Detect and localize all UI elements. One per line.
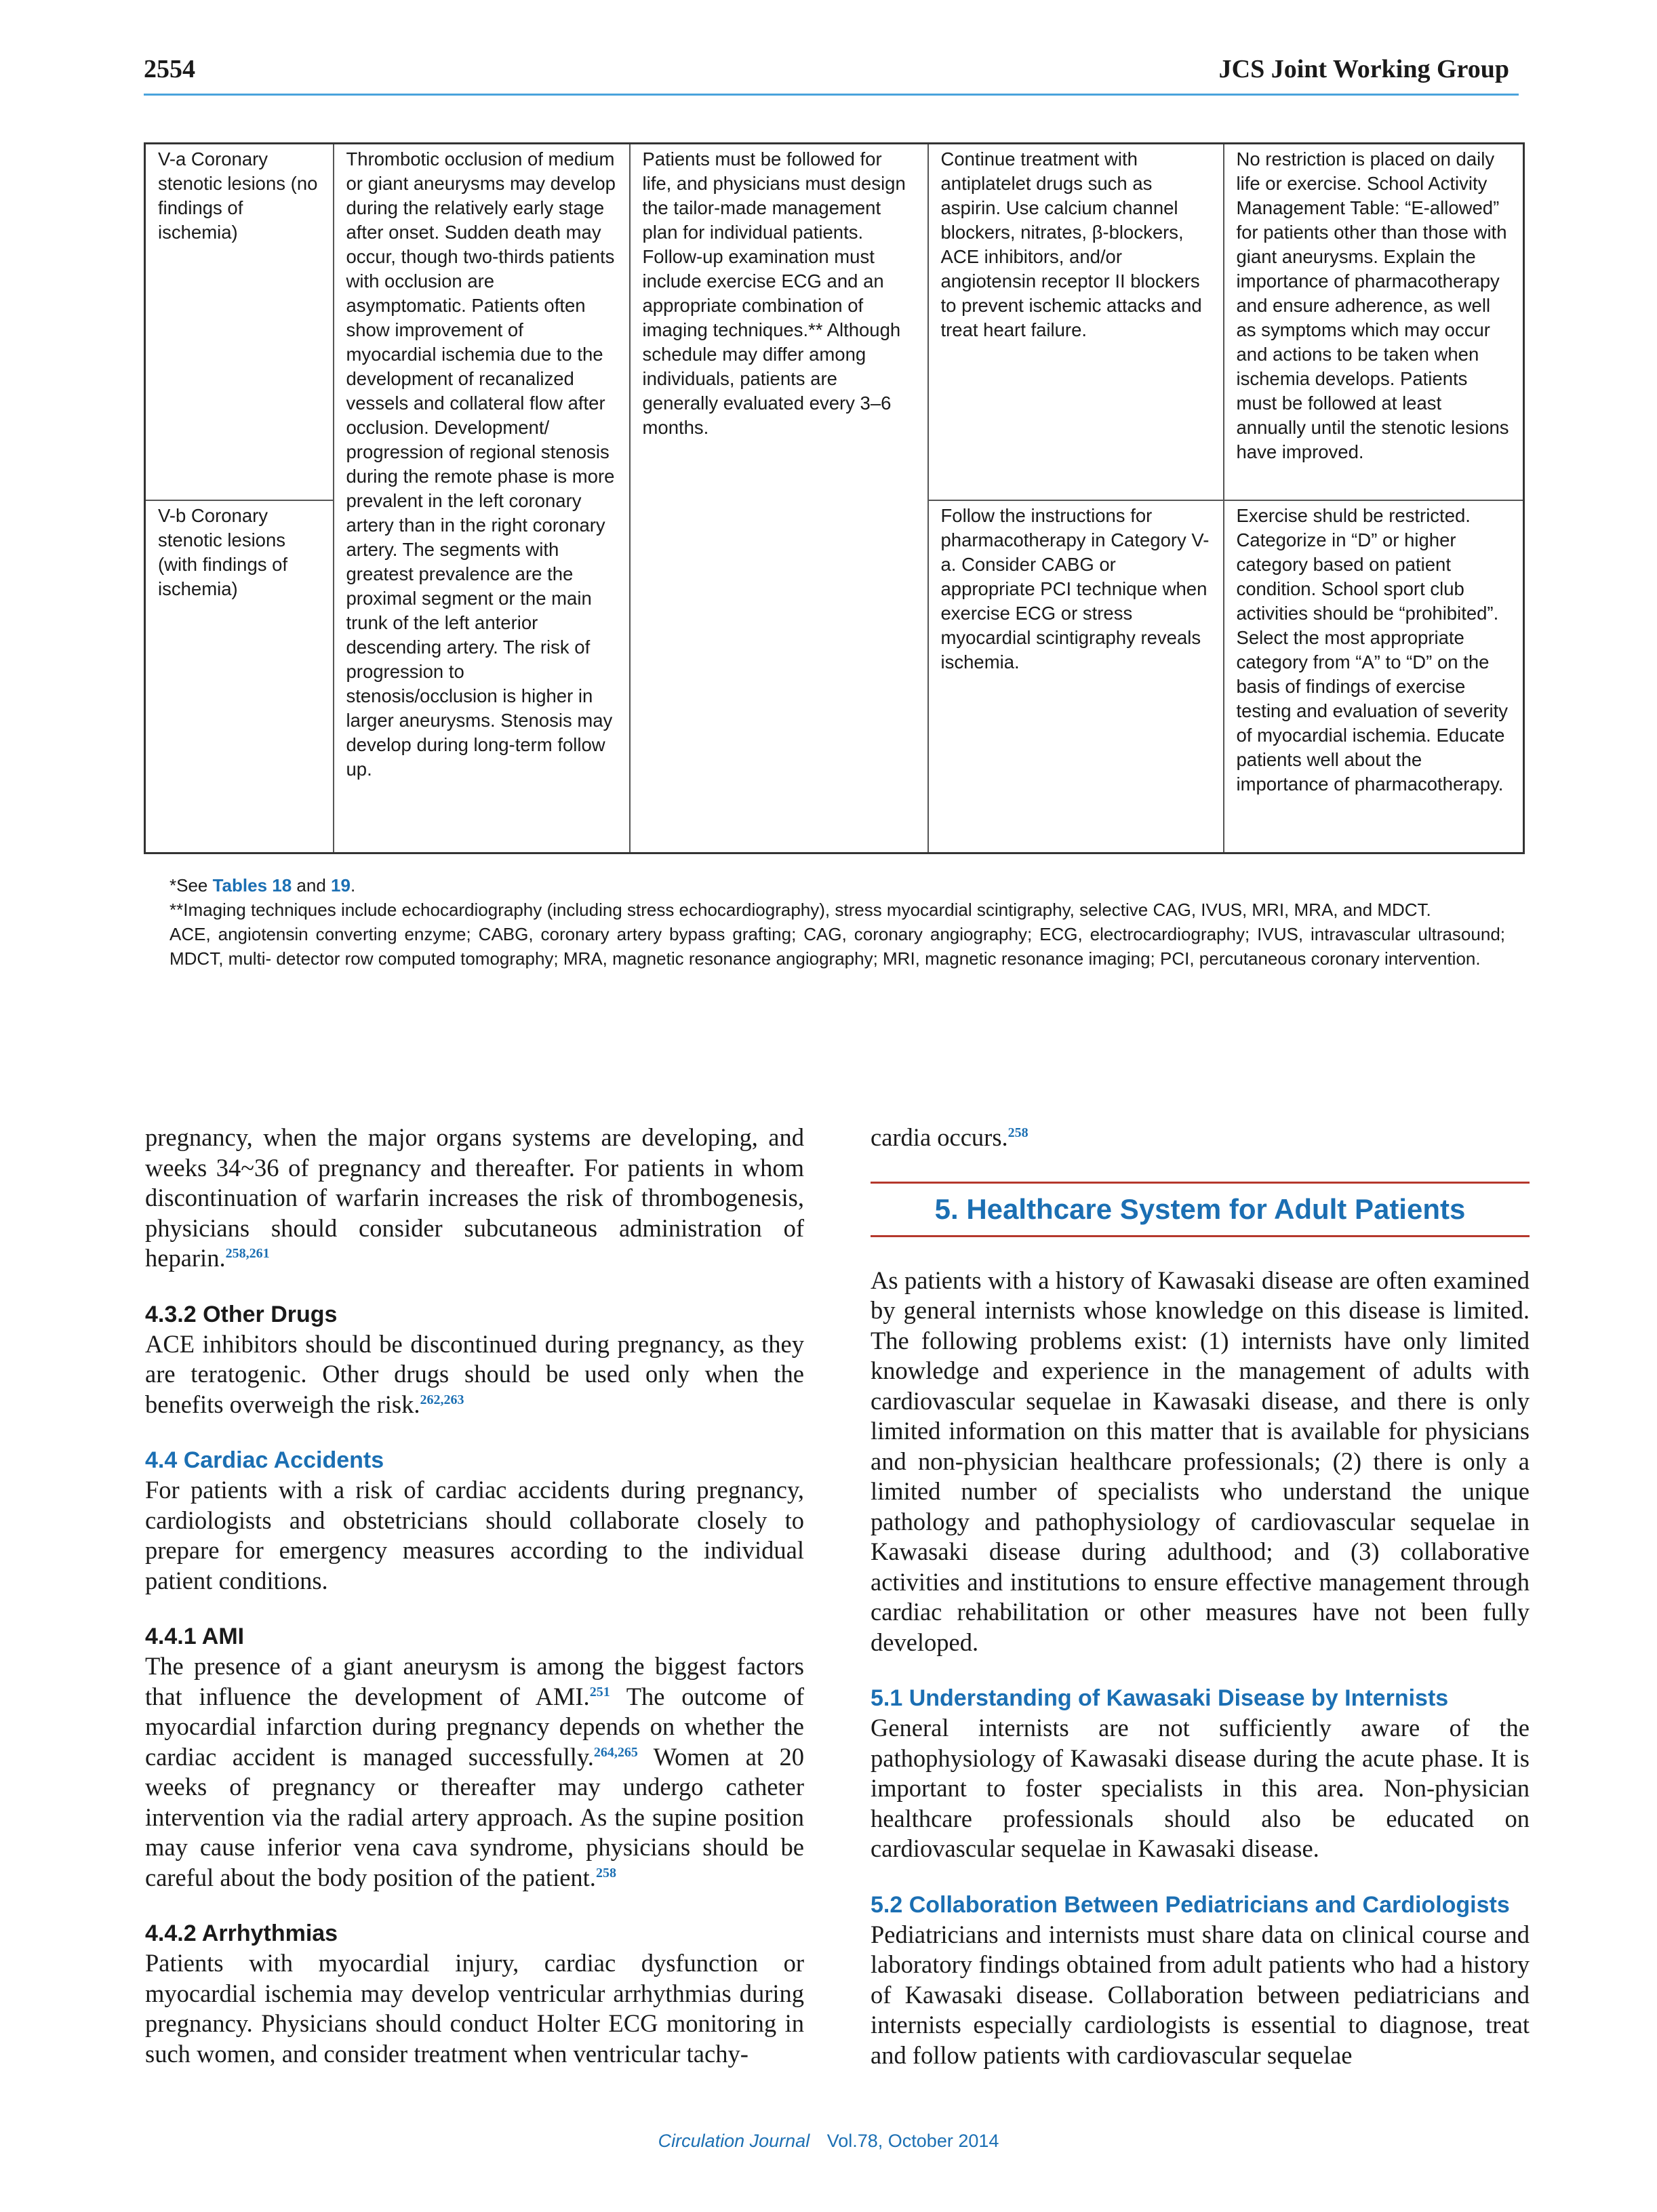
journal-name: Circulation Journal [658,2131,810,2151]
paragraph [145,1329,804,1420]
table-cell-treatment: Follow the instructions for pharmacotherapy in Category V-a. Consider CABG or appropriate PCI technique when exercise ECG or stress myocardial scintigraphy reveals ischemia. [928,500,1224,853]
section-heading-box [871,1182,1530,1237]
header-rule [144,94,1519,96]
heading-5-1: 5.1 Understanding of Kawasaki Disease by Internists [871,1685,1449,1711]
citation-link[interactable]: 258 [595,1865,616,1881]
note-text: and [292,875,332,896]
note-abbreviations: ACE, angiotensin converting enzyme; CABG, coronary artery bypass grafting; CAG, coronary angiography; ECG, electrocardiography; IVUS, intravascular ultrasound; MDCT, multi- detector row computed tomography; MRA, magnetic resonance angiography; MRI, magnetic resonance imaging; PCI, percutaneous coronary intervention. [169,924,1505,969]
table-row [145,144,1524,501]
paragraph-text: The outcome of myocardial infarction during pregnancy depends on whether the cardiac accident is managed successfully. [145,1682,804,1771]
left-column [145,1123,804,2069]
section-title: 5. Healthcare System for Adult Patients [934,1192,1466,1225]
paragraph [145,1123,804,1274]
heading-4-4-2: 4.4.2 Arrhythmias [145,1921,338,1946]
table-cell-category: V-b Coronary stenotic lesions (with findings of ischemia) [145,500,334,853]
page-footer [0,2131,1657,2152]
journal-issue: Vol.78, October 2014 [826,2131,999,2151]
table-cell-category: V-a Coronary stenotic lesions (no findings of ischemia) [145,144,334,501]
citation-link[interactable]: 264,265 [593,1744,638,1760]
paragraph: For patients with a risk of cardiac accidents during pregnancy, cardiologists and obstetricians should collaborate closely to prepare for emergency measures according to the individual patient conditions. [145,1476,804,1594]
page-number: 2554 [144,55,195,83]
heading-4-4: 4.4 Cardiac Accidents [145,1447,384,1473]
right-column [871,1123,1530,2070]
table-cell-lifestyle: Exercise shuld be restricted. Categorize in “D” or higher category based on patient condition. School sport club activities should be “prohibited”. Select the most appropriate category from “A” to “D” on the basis of findings of exercise testing and evaluation of severity of myocardial ischemia. Educate patients well about the importance of pharmacotherapy. [1224,500,1524,853]
management-table [144,142,1525,854]
table-cell-treatment: Continue treatment with antiplatelet drugs such as aspirin. Use calcium channel blockers, nitrates, β-blockers, ACE inhibitors, and/or angiotensin receptor II blockers to prevent ischemic attacks and treat heart failure. [928,144,1224,501]
citation-link[interactable]: 258,261 [225,1245,270,1261]
table-cell-pathology: Thrombotic occlusion of medium or giant aneurysms may develop during the relatively early stage after onset. Sudden death may occur, though two-thirds patients with occlusion are asymptomatic. Patients often show improvement of myocardial ischemia due to the development of recanalized vessels and collateral flow after occlusion. Development/ progression of regional stenosis during the remote phase is more prevalent in the left coronary artery than in the right coronary artery. The segments with greatest prevalence are the proximal segment or the main trunk of the left anterior descending artery. The risk of progression to stenosis/occlusion is higher in larger aneurysms. Stenosis may develop during long-term follow up. [334,144,630,853]
citation-link[interactable]: 258 [1007,1125,1029,1140]
table-19-link[interactable]: 19 [331,875,351,896]
paragraph-text: pregnancy, when the major organs systems are developing, and weeks 34~36 of pregnancy and thereafter. For patients in whom discontinuation of warfarin increases the risk of thrombogenesis, physicians should consider subcutaneous administration of heparin. [145,1123,804,1272]
paragraph: Patients with myocardial injury, cardiac dysfunction or myocardial ischemia may develop ventricular arrhythmias during pregnancy. Physicians should conduct Holter ECG monitoring in such women, and consider treatment when ventricular tachy- [145,1949,804,2068]
table-18-link[interactable]: Tables 18 [212,875,292,896]
paragraph [145,1651,804,1893]
table-notes [169,873,1505,971]
note-text: *See [169,875,213,896]
table-cell-followup: Patients must be followed for life, and physicians must design the tailor-made management plan for individual patients. Follow-up examination must include exercise ECG and an appropriate combination of imaging techniques.** Although schedule may differ among individuals, patients are generally evaluated every 3–6 months. [630,144,928,853]
citation-link[interactable]: 262,263 [420,1392,464,1407]
table-cell-lifestyle: No restriction is placed on daily life or exercise. School Activity Management Table: “E-allowed” for patients other than those with giant aneurysms. Explain the importance of pharmacotherapy and ensure adherence, as well as symptoms which may occur and actions to be taken when ischemia develops. Patients must be followed at least annually until the stenotic lesions have improved. [1224,144,1524,501]
note-text: . [350,875,356,896]
paragraph: General internists are not sufficiently aware of the pathophysiology of Kawasaki disease during the acute phase. It is important to foster specialists in this area. Non-physician healthcare professionals should also be educated on cardiovascular sequelae in Kawasaki disease. [871,1714,1530,1862]
heading-4-3-2: 4.3.2 Other Drugs [145,1301,338,1327]
citation-link[interactable]: 251 [589,1684,610,1700]
paragraph: Pediatricians and internists must share data on clinical course and laboratory findings obtained from adult patients who had a history of Kawasaki disease. Collaboration between pediatricians and internists especially cardiologists is essential to diagnose, treat and follow patients with cardiovascular sequelae [871,1920,1530,2069]
paragraph-text: ACE inhibitors should be discontinued during pregnancy, as they are teratogenic. Other drugs should be used only when the benefits overweigh the risk. [145,1329,804,1418]
paragraph-text: Women at 20 weeks of pregnancy or thereafter may undergo catheter intervention via the radial artery approach. As the supine position may cause inferior vena cava syndrome, physicians should be careful about the body position of the patient. [145,1742,804,1891]
note-see-tables [169,873,1505,898]
paragraph-text: The presence of a giant aneurysm is among the biggest factors that influence the development of AMI. [145,1652,804,1710]
heading-5-2: 5.2 Collaboration Between Pediatricians and Cardiologists [871,1891,1510,1918]
running-title: JCS Joint Working Group [1218,55,1509,83]
paragraph [871,1123,1530,1153]
heading-4-4-1: 4.4.1 AMI [145,1624,245,1649]
note-imaging: **Imaging techniques include echocardiography (including stress echocardiography), stress myocardial scintigraphy, selective CAG, IVUS, MRI, MRA, and MDCT. [169,900,1431,920]
paragraph-text: cardia occurs. [871,1123,1008,1151]
paragraph: As patients with a history of Kawasaki disease are often examined by general internists whose knowledge on this disease is limited. The following problems exist: (1) internists have only limited knowledge and experience in the management of adults with cardiovascular sequelae in Kawasaki disease, and there is only limited information on this matter that is available for physicians and non-physician healthcare professionals; (2) there is only a limited number of specialists who understand the unique pathology and pathophysiology of cardiovascular sequelae in Kawasaki disease during adulthood; and (3) collaborative activities and institutions to ensure effective management through cardiac rehabilitation or other measures have not been fully developed. [871,1266,1530,1656]
